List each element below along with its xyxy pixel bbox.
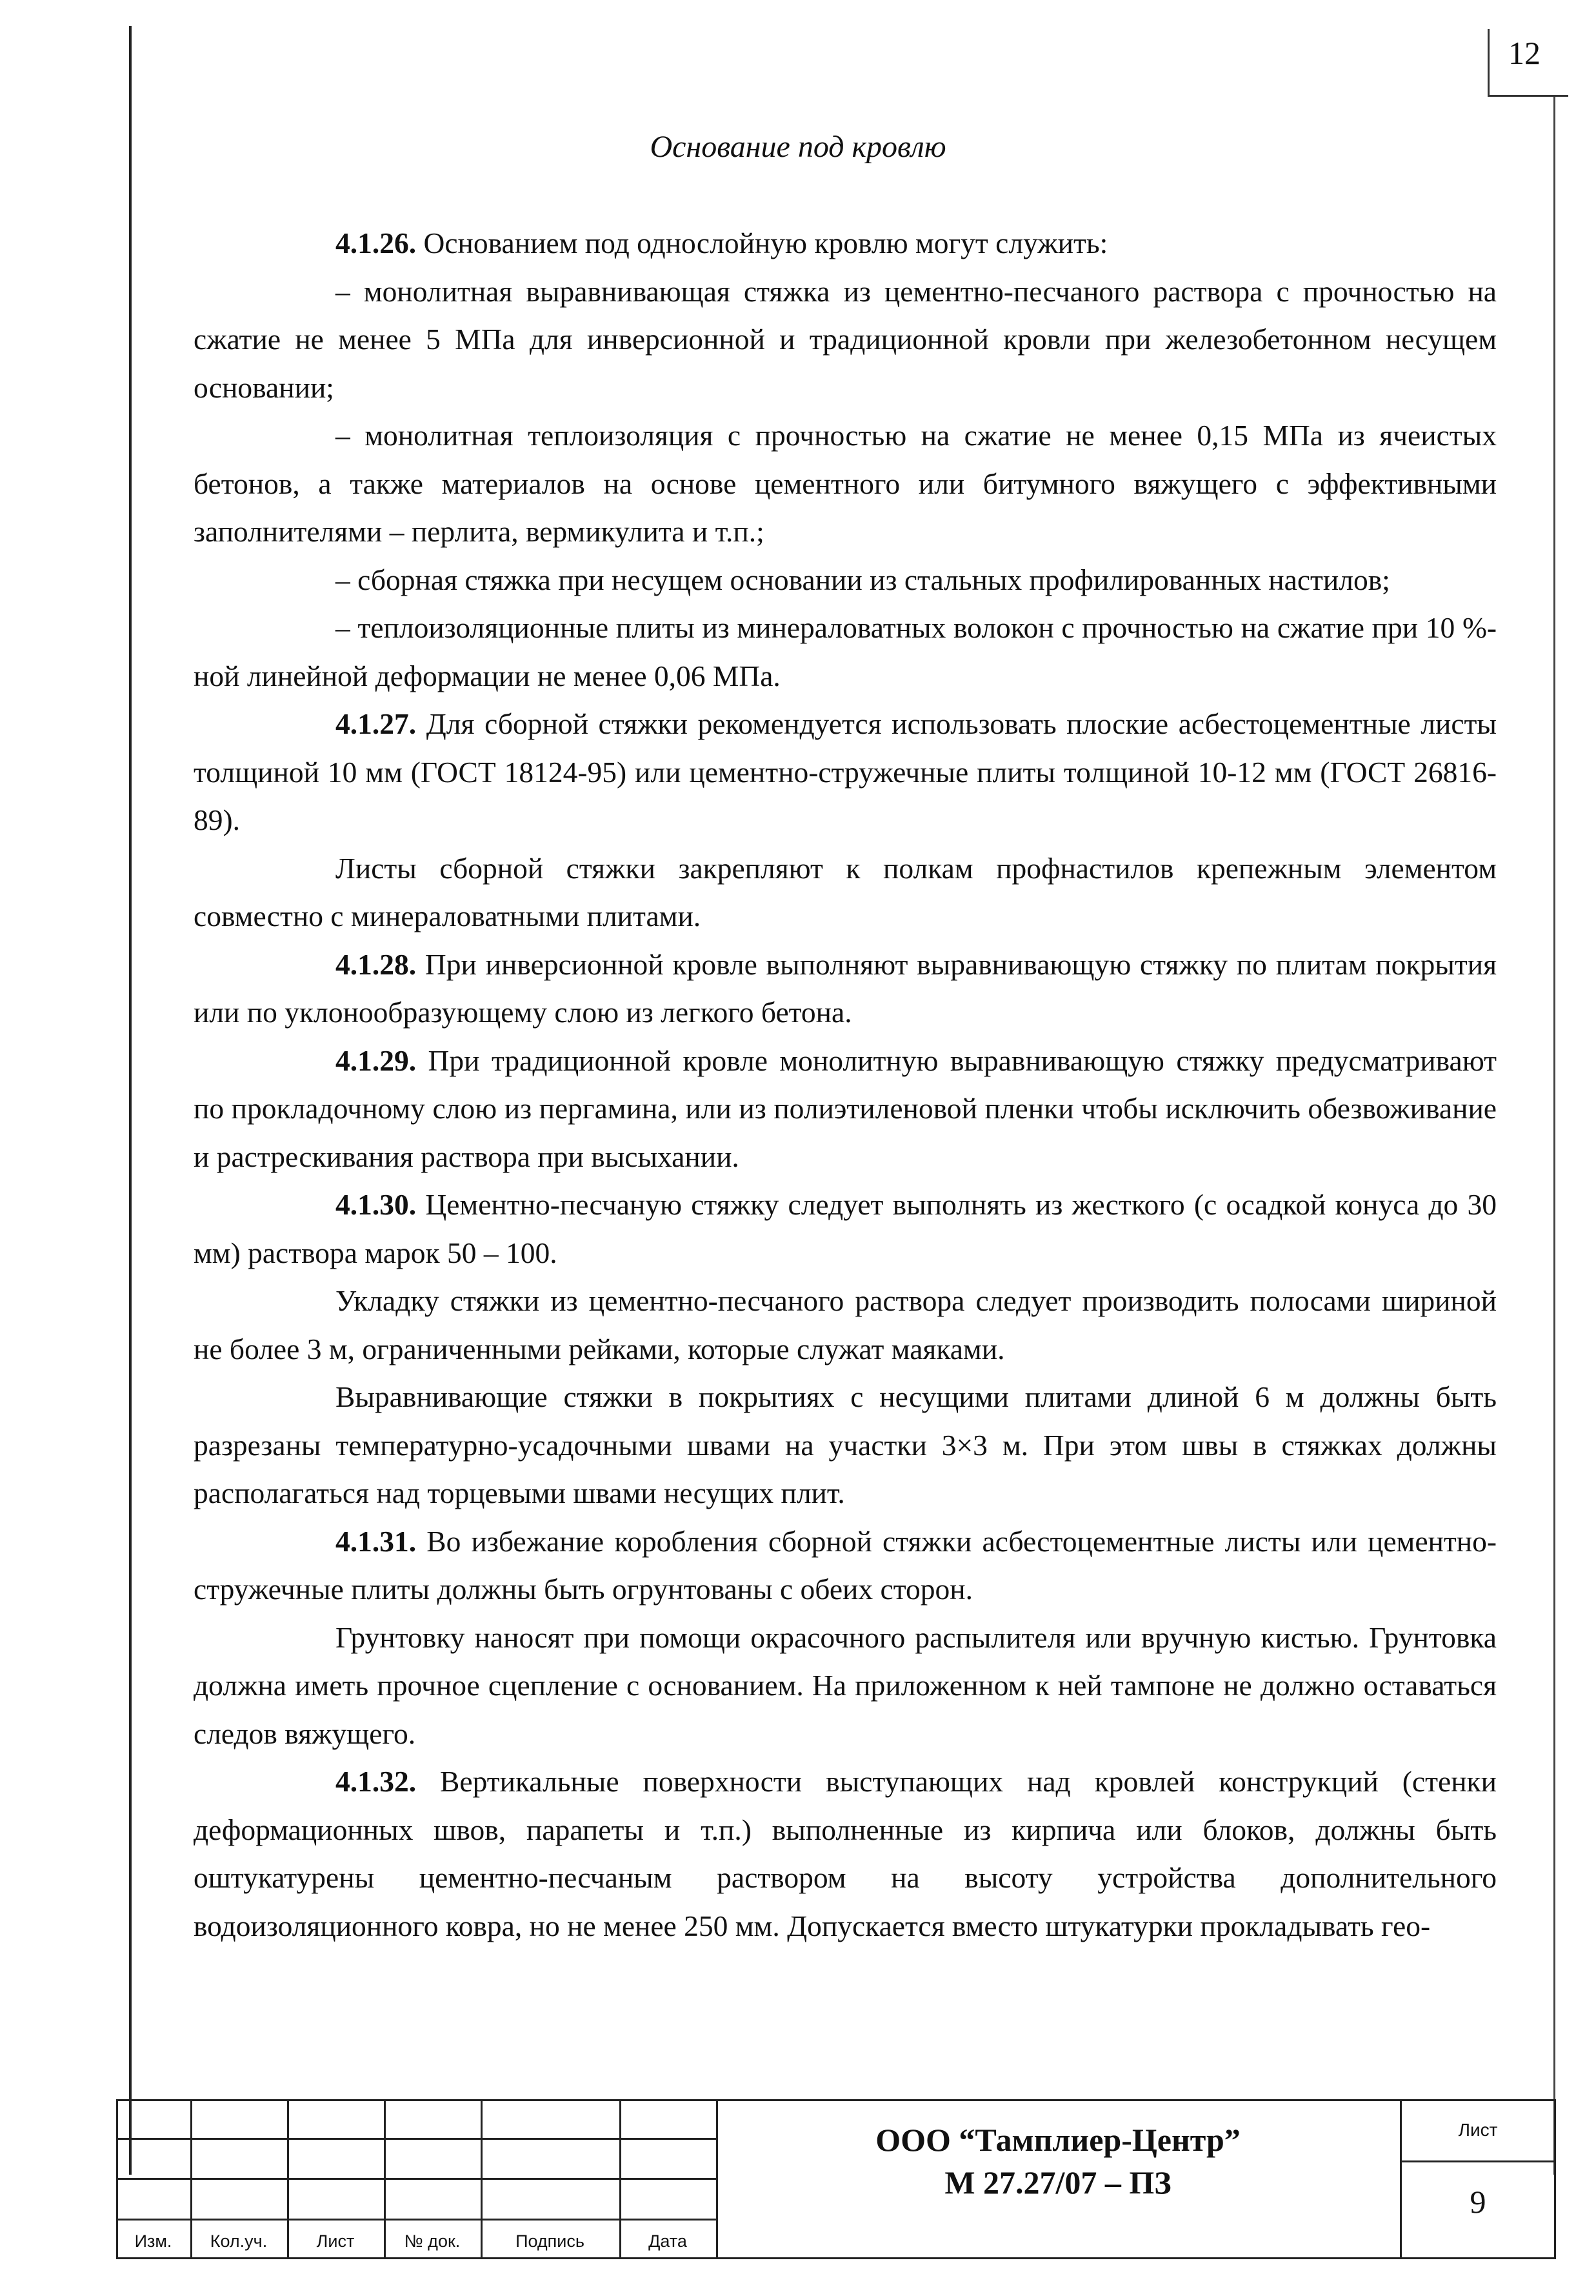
page-number-box: [1481, 23, 1559, 94]
paragraph: [194, 1518, 1497, 1614]
stamp-row-line-1: [116, 2138, 716, 2140]
page-number: 12: [1508, 35, 1541, 71]
col-label-date: Дата: [648, 2231, 687, 2251]
paragraph-text: Грунтовку наносят при помощи окрасочного распылителя или вручную кистью. Грунтовка должна иметь прочное сцепление с основанием. На приложенном к ней тампоне не должно оставаться следов вяжущего.: [194, 1620, 1497, 1750]
paragraph: [194, 845, 1497, 941]
paragraph-text: При инверсионной кровле выполняют выравнивающую стяжку по плитам покрытия или по уклонообразующему слою из легкого бетона.: [194, 947, 1497, 1029]
paragraph-text: – теплоизоляционные плиты из минераловатных волокон с прочностью на сжатие при 10 %-ной линейной деформации не менее 0,06 МПа.: [194, 611, 1497, 692]
paragraph-text: – сборная стяжка при несущем основании из стальных профилированных настилов;: [335, 563, 1390, 596]
paragraph-text: Для сборной стяжки рекомендуется использовать плоские асбестоцементные листы толщиной 10 мм (ГОСТ 18124-95) или цементно-стружечные плиты толщиной 10-12 мм (ГОСТ 26816-89).: [194, 707, 1497, 836]
col-label-signature: Подпись: [515, 2231, 584, 2251]
paragraph: [194, 1614, 1497, 1758]
paragraph: [194, 1277, 1497, 1373]
title-block: [116, 2099, 1556, 2259]
document-code: М 27.27/07 – ПЗ: [944, 2164, 1172, 2200]
paragraph: [194, 1181, 1497, 1277]
paragraph: [194, 700, 1497, 845]
clause-number: 4.1.28.: [335, 947, 417, 981]
clause-number: 4.1.29.: [335, 1043, 417, 1077]
paragraph-text: Выравнивающие стяжки в покрытиях с несущими плитами длиной 6 м должны быть разрезаны температурно-усадочными швами на участки 3×3 м. При этом швы в стяжках должны располагаться над торцевыми швами несущих плит.: [194, 1380, 1497, 1509]
paragraph-text: Основанием под однослойную кровлю могут служить:: [416, 227, 1108, 259]
paragraph-text: Цементно-песчаную стяжку следует выполнять из жесткого (с осадкой конуса до 30 мм) раствора марок 50 – 100.: [194, 1188, 1497, 1269]
paragraph: [194, 1373, 1497, 1518]
clause-number: 4.1.31.: [335, 1524, 417, 1558]
page-number-box-vline: [1488, 29, 1490, 97]
paragraph: [194, 268, 1497, 412]
paragraph-text: – монолитная теплоизоляция с прочностью на сжатие не менее 0,15 МПа из ячеистых бетонов, а также материалов на основе цементного или битумного вяжущего с эффективными заполнителями – перлита, вермикулита и т.п.;: [194, 419, 1497, 548]
paragraph: [194, 941, 1497, 1037]
paragraph: [194, 412, 1497, 556]
paragraph-text: Укладку стяжки из цементно-песчаного раствора следует производить полосами шириной не более 3 м, ограниченными рейками, которые служат маяками.: [194, 1284, 1497, 1365]
document-body: [194, 219, 1497, 1950]
clause-number: 4.1.27.: [335, 707, 417, 740]
paragraph-text: Листы сборной стяжки закрепляют к полкам профнастилов крепежным элементом совместно с минераловатными плитами.: [194, 851, 1497, 932]
sheet-number: 9: [1470, 2184, 1486, 2220]
paragraph-text: – монолитная выравнивающая стяжка из цементно-песчаного раствора с прочностью на сжатие не менее 5 МПа для инверсионной и традиционной кровли при железобетонном несущем основании;: [194, 274, 1497, 404]
paragraph: [194, 1037, 1497, 1182]
paragraph: [194, 219, 1497, 268]
stamp-sheet-divider: [1400, 2160, 1556, 2162]
page-number-box-hline: [1488, 95, 1568, 97]
paragraph-text: При традиционной кровле монолитную выравнивающую стяжку предусматривают по прокладочному слою из пергамина, или из полиэтиленовой пленки чтобы исключить обезвоживание и растрескивания раствора при высыхании.: [194, 1043, 1497, 1173]
clause-number: 4.1.30.: [335, 1188, 417, 1221]
frame-right-border: [1553, 97, 1555, 2175]
paragraph: [194, 1758, 1497, 1950]
organization-block: [716, 2119, 1400, 2204]
stamp-row-line-2: [116, 2178, 716, 2180]
paragraph: [194, 556, 1497, 605]
sheet-label: Лист: [1458, 2120, 1498, 2140]
paragraph-text: Вертикальные поверхности выступающих над кровлей конструкций (стенки деформационных швов, парапеты и т.п.) выполненные из кирпича или блоков, должны быть оштукатурены цементно-песчаным раствором на высоту устройства дополнительного водоизоляционного ковра, но не менее 250 мм. Допускается вместо штукатурки прокладывать гео-: [194, 1765, 1497, 1942]
section-heading: Основание под кровлю: [650, 130, 946, 164]
col-label-list: Лист: [316, 2231, 355, 2251]
col-label-izm: Изм.: [134, 2231, 172, 2251]
clause-number: 4.1.26.: [335, 227, 417, 259]
paragraph: [194, 604, 1497, 700]
col-label-doc: № док.: [404, 2231, 461, 2251]
paragraph-text: Во избежание коробления сборной стяжки асбестоцементные листы или цементно-стружечные плиты должны быть огрунтованы с обеих сторон.: [194, 1524, 1497, 1606]
organization-name: ООО “Тамплиер-Центр”: [875, 2122, 1241, 2158]
frame-left-border: [129, 26, 132, 2175]
col-label-kol-uch: Кол.уч.: [210, 2231, 268, 2251]
stamp-row-line-3: [116, 2219, 716, 2220]
clause-number: 4.1.32.: [335, 1765, 417, 1798]
